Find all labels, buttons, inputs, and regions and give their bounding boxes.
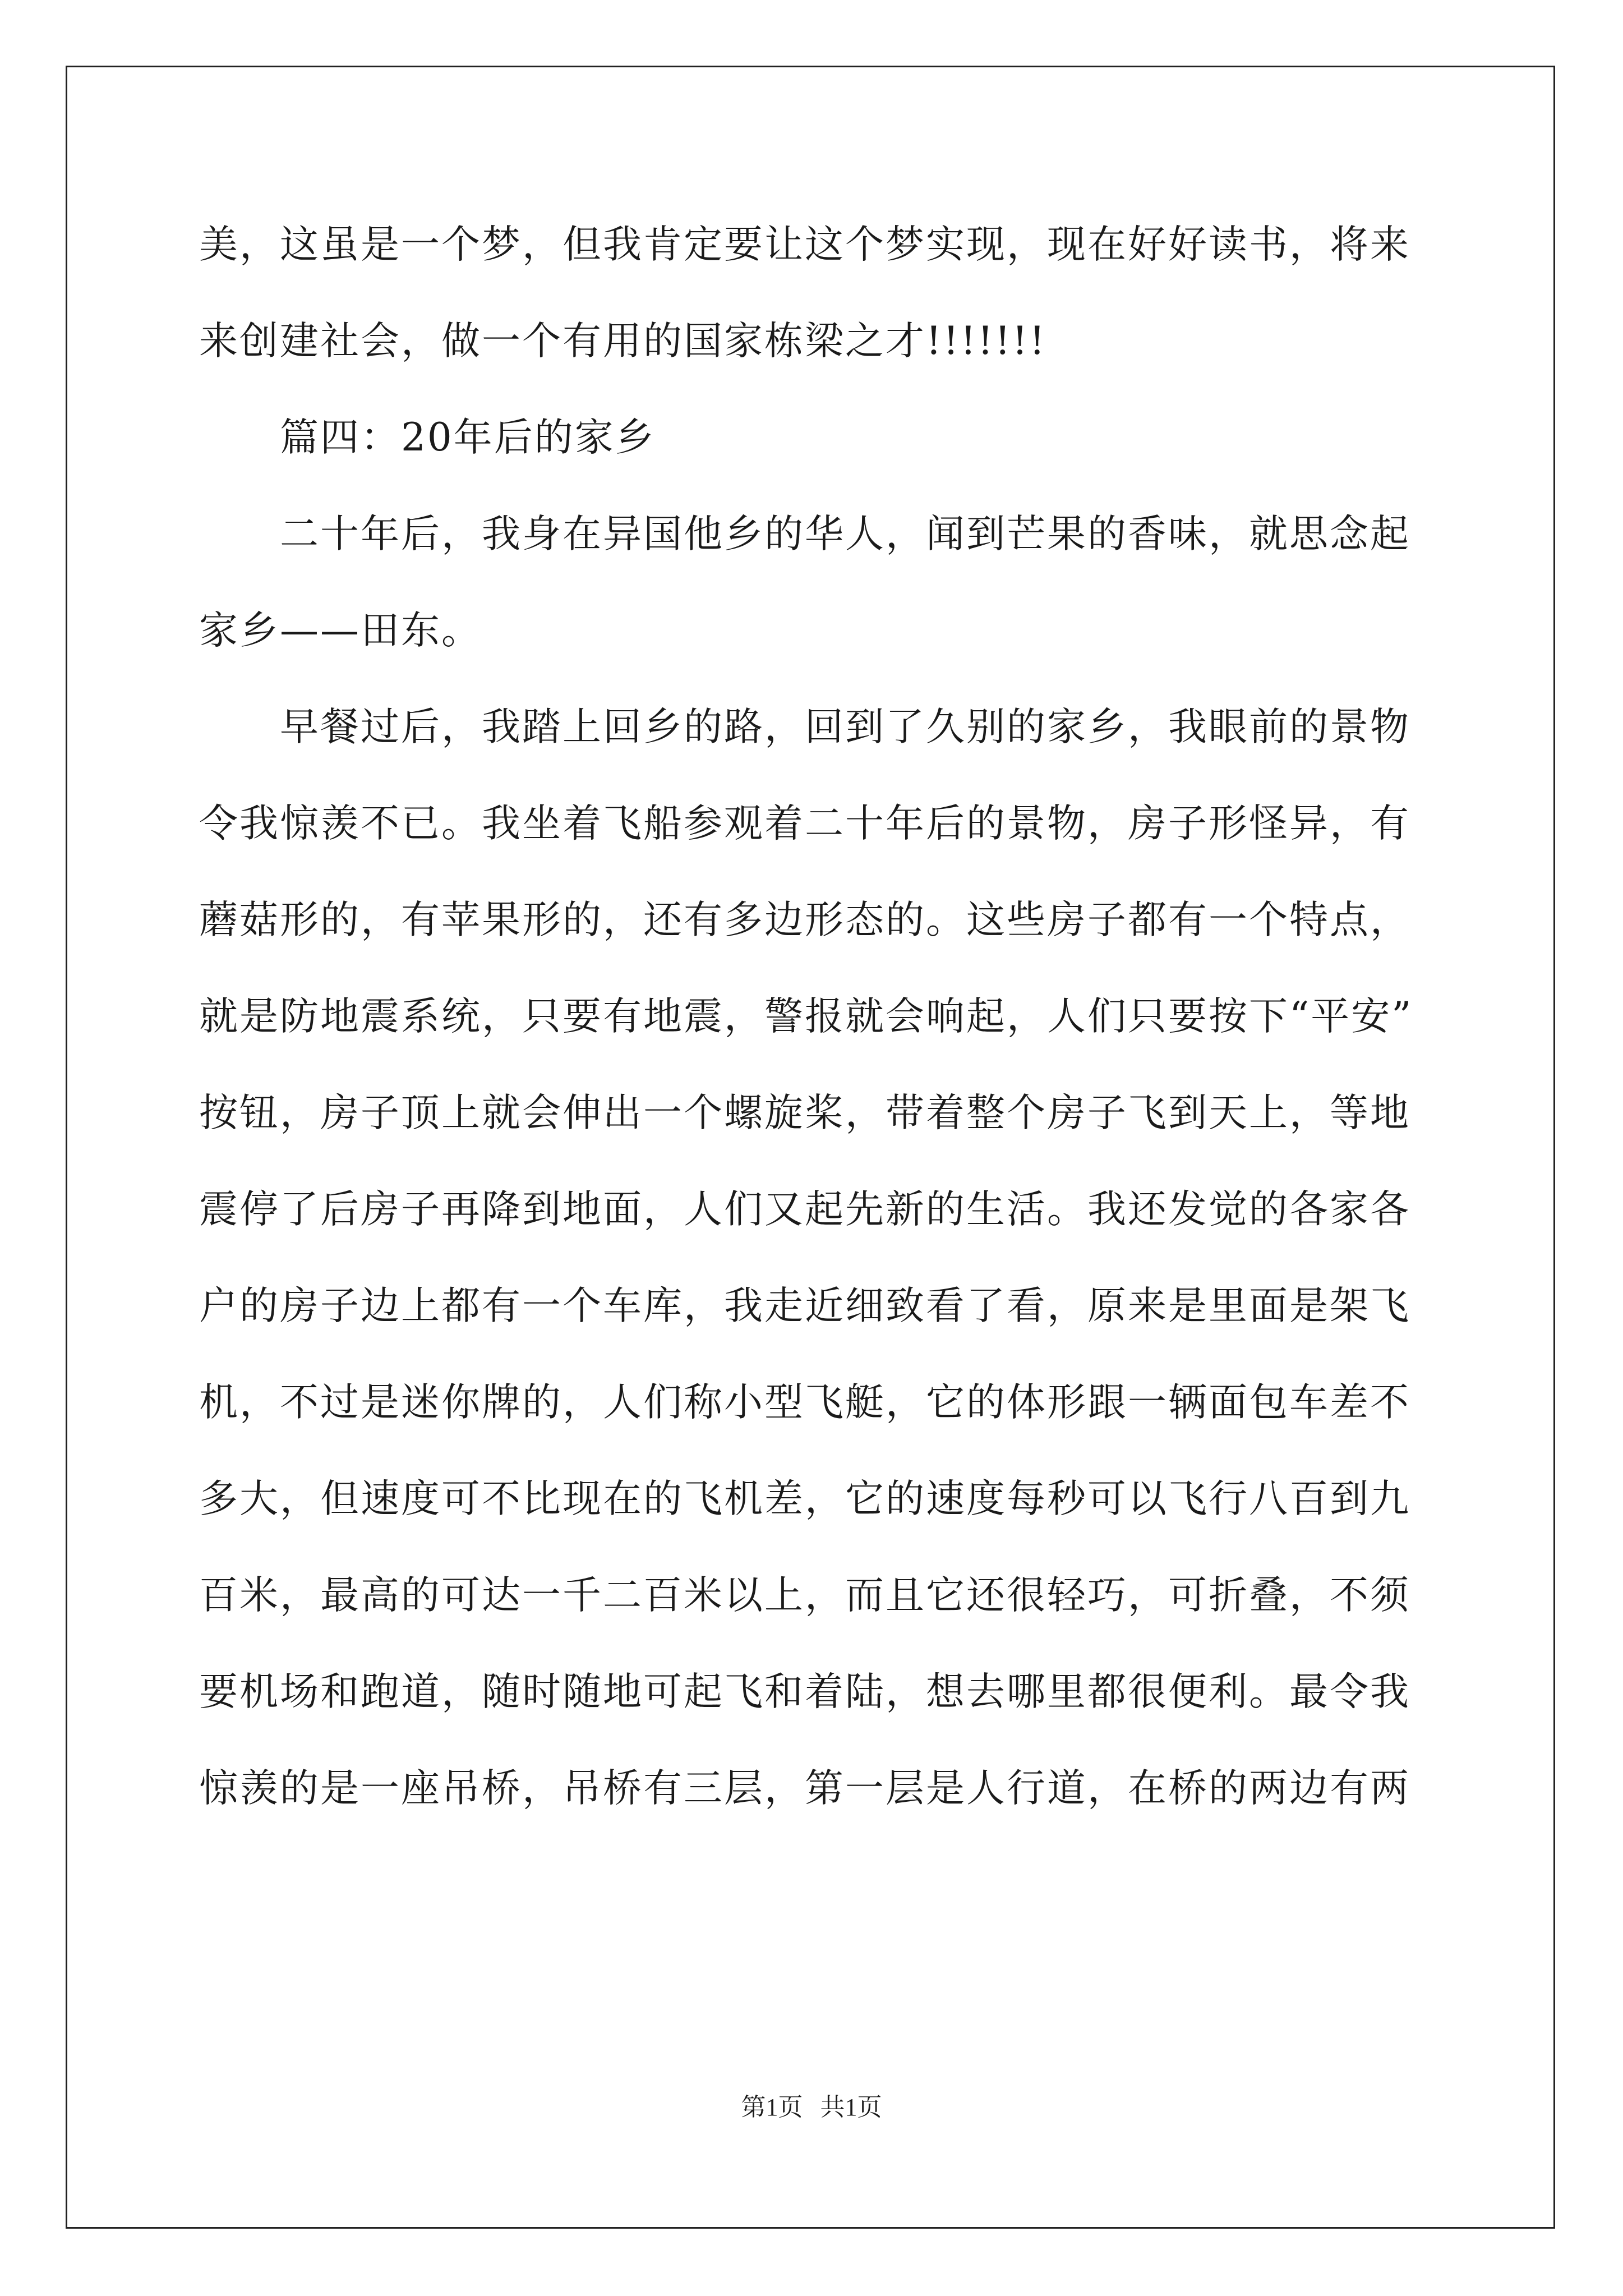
text-line: 户的房子边上都有一个车库，我走近细致看了看，原来是里面是架飞 (199, 1283, 1410, 1328)
text-line: 令我惊羡不已。我坐着飞船参观着二十年后的景物，房子形怪异，有 (199, 801, 1410, 846)
document-body (199, 211, 1423, 1851)
text-line: 机，不过是迷你牌的，人们称小型飞艇，它的体形跟一辆面包车差不 (199, 1380, 1410, 1425)
text-line: 来创建社会，做一个有用的国家栋梁之才!!!!!!! (199, 319, 1047, 364)
text-line: 百米，最高的可达一千二百米以上，而且它还很轻巧，可折叠，不须 (199, 1573, 1410, 1618)
text-line: 多大，但速度可不比现在的飞机差，它的速度每秒可以飞行八百到九 (199, 1476, 1410, 1521)
text-line: 二十年后，我身在异国他乡的华人，闻到芒果的香味，就思念起 (199, 512, 1410, 556)
page-number-total: 共1页 (820, 2093, 882, 2121)
page-footer (0, 2087, 1623, 2123)
text-line: 要机场和跑道，随时随地可起飞和着陆，想去哪里都很便利。最令我 (199, 1669, 1410, 1714)
text-line: 蘑菇形的，有苹果形的，还有多边形态的。这些房子都有一个特点， (199, 898, 1410, 942)
text-line: 按钮，房子顶上就会伸出一个螺旋桨，带着整个房子飞到天上，等地 (199, 1091, 1410, 1135)
text-line: 家乡——田东。 (199, 608, 482, 653)
text-line: 惊羡的是一座吊桥，吊桥有三层，第一层是人行道，在桥的两边有两 (199, 1766, 1410, 1811)
text-line: 震停了后房子再降到地面，人们又起先新的生活。我还发觉的各家各 (199, 1187, 1410, 1232)
text-line: 就是防地震系统，只要有地震，警报就会响起，人们只要按下“平安” (199, 994, 1413, 1039)
text-line: 美，这虽是一个梦，但我肯定要让这个梦实现，现在好好读书，将来 (199, 222, 1410, 267)
section-heading: 篇四：20年后的家乡 (199, 415, 656, 460)
page-number-current: 第1页 (741, 2093, 803, 2121)
text-line: 早餐过后，我踏上回乡的路，回到了久别的家乡，我眼前的景物 (199, 705, 1410, 749)
